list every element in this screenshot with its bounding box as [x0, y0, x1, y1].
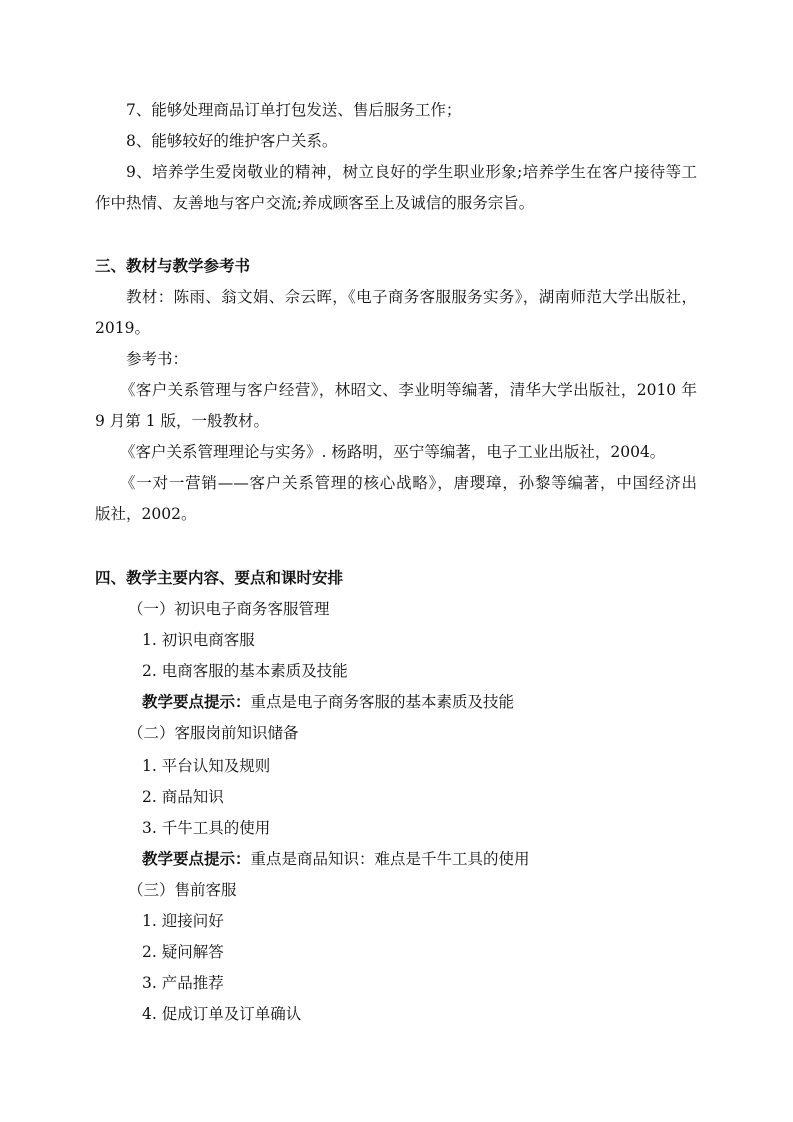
- reference-books-label: 参考书：: [126, 350, 189, 368]
- unit-1-item-2: 2. 电商客服的基本素质及技能: [142, 662, 348, 680]
- unit-2-tip: [142, 849, 530, 869]
- unit-2-item-3: 3. 千牛工具的使用: [142, 819, 271, 837]
- section-heading-textbooks: 三、教材与教学参考书: [95, 257, 251, 275]
- unit-2-title: （二）客服岗前知识储备: [128, 724, 299, 742]
- unit-1-tip: [142, 692, 514, 712]
- reference-1-line2: 9 月第 1 版，一般教材。: [95, 412, 270, 430]
- unit-2-item-2: 2. 商品知识: [142, 788, 224, 806]
- unit-1-item-1: 1. 初识电商客服: [142, 631, 255, 649]
- unit-3-item-1: 1. 迎接问好: [142, 912, 224, 930]
- objective-item-7: 7、能够处理商品订单打包发送、售后服务工作；: [126, 101, 462, 119]
- unit-2-tip-text: 重点是商品知识：难点是千牛工具的使用: [250, 850, 530, 868]
- objective-item-8: 8、能够较好的维护客户关系。: [126, 132, 338, 150]
- section-heading-content: 四、教学主要内容、要点和课时安排: [95, 569, 344, 587]
- objective-item-9-line2: 作中热情、友善地与客户交流;养成顾客至上及诚信的服务宗旨。: [95, 194, 535, 212]
- reference-1-line1: 《客户关系管理与客户经营》，林昭文、李业明等编著，清华大学出版社，2010 年: [120, 381, 697, 399]
- textbook-line1: 教材：陈雨、翁文娟、佘云晖，《电子商务客服服务实务》，湖南师范大学出版社，: [126, 288, 697, 306]
- unit-3-item-4: 4. 促成订单及订单确认: [142, 1005, 302, 1023]
- reference-2: 《客户关系管理理论与实务》. 杨路明，巫宁等编著，电子工业出版社，2004。: [120, 443, 666, 461]
- unit-1-title: （一）初识电子商务客服管理: [128, 600, 330, 618]
- reference-3-line1: 《一对一营销——客户关系管理的核心战略》，唐璎璋，孙黎等编著，中国经济出: [120, 474, 697, 492]
- unit-1-tip-label: 教学要点提示：: [142, 692, 251, 711]
- unit-2-item-1: 1. 平台认知及规则: [142, 757, 271, 775]
- textbook-line2: 2019。: [95, 319, 150, 337]
- unit-3-item-3: 3. 产品推荐: [142, 974, 224, 992]
- reference-3-line2: 版社，2002。: [95, 505, 197, 523]
- unit-2-tip-label: 教学要点提示：: [142, 849, 251, 868]
- unit-3-title: （三）售前客服: [128, 881, 237, 899]
- objective-item-9-line1: 9、培养学生爱岗敬业的精神，树立良好的学生职业形象;培养学生在客户接待等工: [126, 163, 697, 181]
- unit-3-item-2: 2. 疑问解答: [142, 943, 224, 961]
- unit-1-tip-text: 重点是电子商务客服的基本素质及技能: [250, 693, 515, 711]
